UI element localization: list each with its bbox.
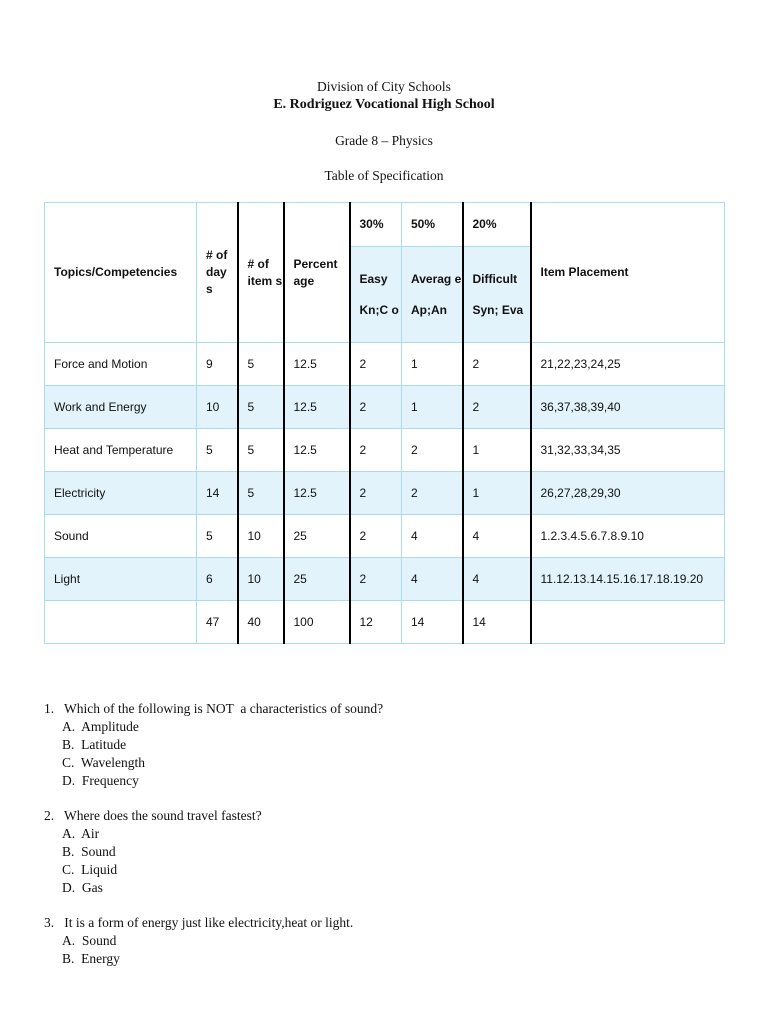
cell-days: 5: [197, 515, 238, 558]
header-average-percent: 50%: [402, 203, 463, 247]
cell-difficult: 2: [463, 386, 531, 429]
cell-easy: 2: [350, 515, 402, 558]
cell-topic: Electricity: [45, 472, 197, 515]
cell-items: 5: [238, 472, 284, 515]
cell-difficult: 4: [463, 558, 531, 601]
cell-easy: 2: [350, 343, 402, 386]
question-list: [44, 700, 383, 985]
total-days: 47: [197, 601, 238, 644]
header-difficult-percent: 20%: [463, 203, 531, 247]
cell-average: 2: [402, 429, 463, 472]
cell-items: 5: [238, 386, 284, 429]
cell-difficult: 1: [463, 429, 531, 472]
cell-difficult: 2: [463, 343, 531, 386]
table-row: [45, 515, 725, 558]
header-average-sub: Ap;An: [411, 302, 447, 317]
cell-items: 5: [238, 343, 284, 386]
cell-days: 14: [197, 472, 238, 515]
option: D. Gas: [62, 880, 103, 895]
cell-placement: 1.2.3.4.5.6.7.8.9.10: [531, 515, 725, 558]
cell-percent: 12.5: [284, 472, 350, 515]
question-3: [44, 914, 383, 968]
question-1: [44, 700, 383, 790]
cell-average: 4: [402, 515, 463, 558]
document-title: Table of Specification: [324, 168, 444, 183]
header-percent: Percent age: [284, 203, 350, 343]
cell-percent: 25: [284, 558, 350, 601]
question-2: [44, 807, 383, 897]
header-topics: Topics/Competencies: [45, 203, 197, 343]
table-row: [45, 558, 725, 601]
total-placement: [531, 601, 725, 644]
total-average: 14: [402, 601, 463, 644]
cell-average: 1: [402, 386, 463, 429]
cell-placement: 26,27,28,29,30: [531, 472, 725, 515]
header-easy-sub: Kn;C o: [359, 302, 399, 317]
cell-easy: 2: [350, 429, 402, 472]
table-row: [45, 472, 725, 515]
cell-items: 10: [238, 515, 284, 558]
header-average-label: Averag e: [411, 271, 462, 286]
option: A. Air: [62, 826, 100, 841]
header-easy-percent: 30%: [350, 203, 402, 247]
grade-subject: Grade 8 – Physics: [335, 133, 433, 148]
cell-difficult: 1: [463, 472, 531, 515]
cell-items: 10: [238, 558, 284, 601]
cell-easy: 2: [350, 386, 402, 429]
cell-difficult: 4: [463, 515, 531, 558]
header-items: # of item s: [238, 203, 284, 343]
cell-placement: 11.12.13.14.15.16.17.18.19.20: [531, 558, 725, 601]
cell-items: 5: [238, 429, 284, 472]
school-name: E. Rodriguez Vocational High School: [273, 97, 495, 112]
cell-easy: 2: [350, 472, 402, 515]
cell-placement: 31,32,33,34,35: [531, 429, 725, 472]
cell-topic: Light: [45, 558, 197, 601]
total-topic: [45, 601, 197, 644]
header-easy: [350, 247, 402, 343]
cell-easy: 2: [350, 558, 402, 601]
question-stem: Where does the sound travel fastest?: [64, 808, 262, 823]
cell-topic: Work and Energy: [45, 386, 197, 429]
cell-days: 9: [197, 343, 238, 386]
cell-placement: 36,37,38,39,40: [531, 386, 725, 429]
cell-days: 10: [197, 386, 238, 429]
cell-percent: 25: [284, 515, 350, 558]
totals-row: [45, 601, 725, 644]
cell-topic: Sound: [45, 515, 197, 558]
option: B. Latitude: [62, 737, 127, 752]
header-placement: Item Placement: [531, 203, 725, 343]
header-days: # of day s: [197, 203, 238, 343]
question-stem: Which of the following is NOT a characteristics of sound?: [64, 701, 384, 716]
option: A. Amplitude: [62, 719, 139, 734]
option: B. Energy: [62, 951, 120, 966]
header-average: [402, 247, 463, 343]
total-difficult: 14: [463, 601, 531, 644]
header-difficult-label: Difficult: [472, 271, 518, 286]
header-easy-label: Easy: [359, 271, 388, 286]
cell-percent: 12.5: [284, 386, 350, 429]
header-difficult: [463, 247, 531, 343]
option: C. Wavelength: [62, 755, 146, 770]
cell-average: 1: [402, 343, 463, 386]
option: A. Sound: [62, 933, 117, 948]
option: B. Sound: [62, 844, 116, 859]
cell-topic: Heat and Temperature: [45, 429, 197, 472]
cell-percent: 12.5: [284, 343, 350, 386]
cell-average: 4: [402, 558, 463, 601]
table-row: [45, 343, 725, 386]
total-percent: 100: [284, 601, 350, 644]
specification-table: [44, 202, 725, 644]
total-easy: 12: [350, 601, 402, 644]
cell-days: 5: [197, 429, 238, 472]
table-row: [45, 429, 725, 472]
question-number: 1.: [44, 701, 55, 716]
option: D. Frequency: [62, 773, 139, 788]
cell-average: 2: [402, 472, 463, 515]
cell-days: 6: [197, 558, 238, 601]
cell-topic: Force and Motion: [45, 343, 197, 386]
question-number: 2.: [44, 808, 55, 823]
total-items: 40: [238, 601, 284, 644]
table-row: [45, 386, 725, 429]
header-difficult-sub: Syn; Eva: [472, 302, 524, 317]
division-line: Division of City Schools: [317, 79, 451, 94]
cell-placement: 21,22,23,24,25: [531, 343, 725, 386]
question-stem: It is a form of energy just like electricity,heat or light.: [64, 915, 354, 930]
question-number: 3.: [44, 915, 55, 930]
option: C. Liquid: [62, 862, 118, 877]
cell-percent: 12.5: [284, 429, 350, 472]
